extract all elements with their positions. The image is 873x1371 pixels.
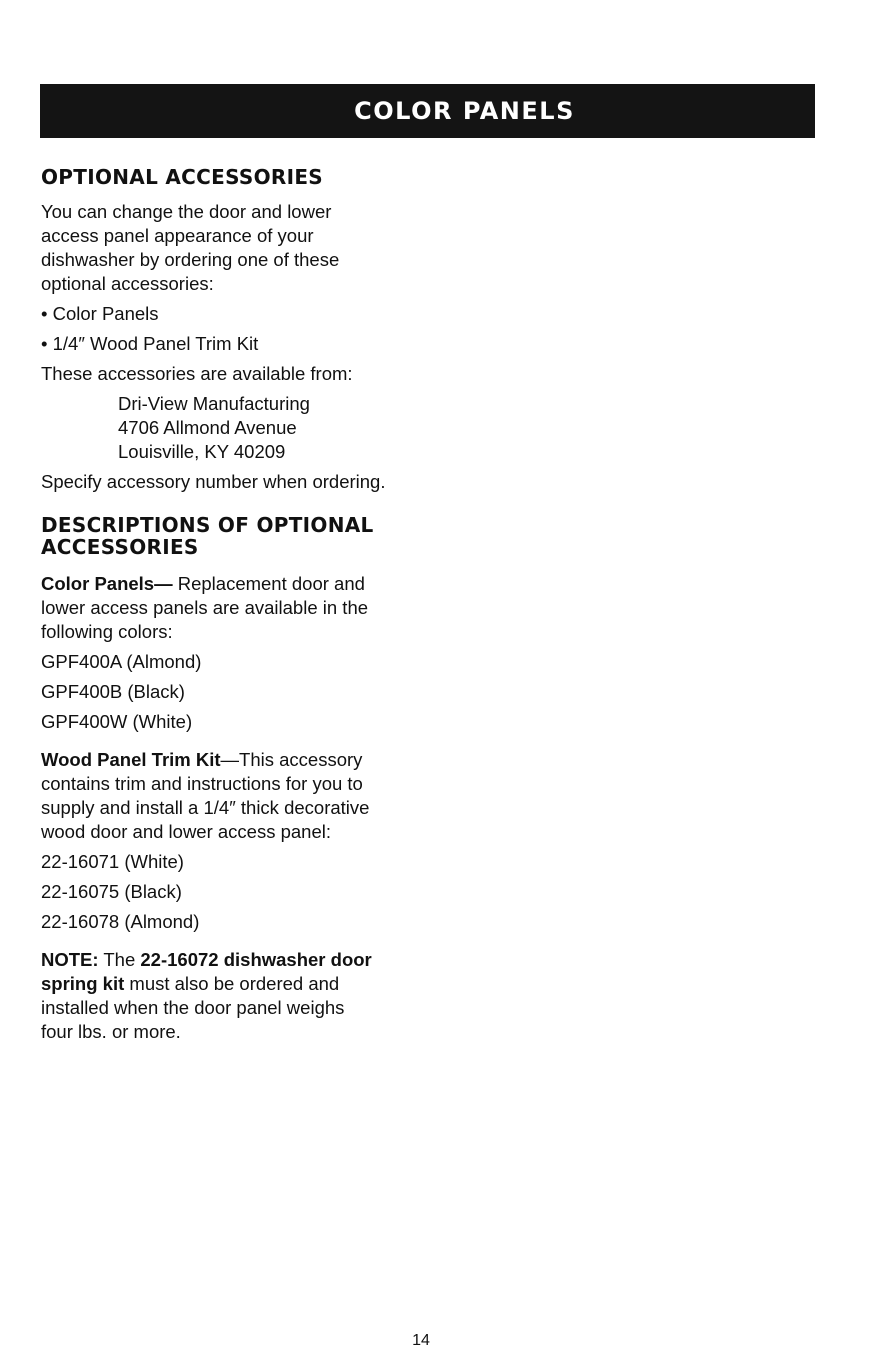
note-line: installed when the door panel weighs — [41, 997, 345, 1018]
list-item: GPF400B (Black) — [41, 681, 185, 702]
heading-optional-accessories: OPTIONAL ACCESSORIES — [41, 165, 323, 189]
intro-paragraph — [41, 200, 441, 296]
available-from: These accessories are available from: — [41, 363, 353, 384]
content-column — [41, 166, 441, 1044]
list-item: GPF400W (White) — [41, 711, 193, 732]
intro-line: access panel appearance of your — [41, 225, 314, 246]
list-item: 22-16071 (White) — [41, 851, 184, 872]
list-item: 22-16075 (Black) — [41, 881, 182, 902]
color-panels-label: Color Panels— — [41, 573, 173, 594]
color-panels-line: following colors: — [41, 621, 173, 642]
trim-kit-line: contains trim and instructions for you to — [41, 773, 363, 794]
specify-note: Specify accessory number when ordering. — [41, 471, 386, 492]
address-line: 4706 Allmond Avenue — [118, 417, 297, 438]
list-item: GPF400A (Almond) — [41, 651, 202, 672]
color-panels-text: Replacement door and — [172, 573, 365, 594]
trim-kit-paragraph — [41, 748, 441, 844]
trim-kit-text: —This accessory — [220, 749, 363, 770]
address-line: Dri-View Manufacturing — [118, 393, 310, 414]
trim-kit-line: supply and install a 1/4″ thick decorative — [41, 797, 370, 818]
intro-line: You can change the door and lower — [41, 201, 332, 222]
note-text: must also be ordered and — [124, 973, 340, 994]
trim-kit-label: Wood Panel Trim Kit — [41, 749, 221, 770]
trim-kit-line: wood door and lower access panel: — [41, 821, 332, 842]
address-block — [41, 392, 441, 464]
address-line: Louisville, KY 40209 — [118, 441, 286, 462]
note-line: four lbs. or more. — [41, 1021, 181, 1042]
heading-descriptions — [41, 514, 441, 558]
page-number: 14 — [412, 1332, 430, 1349]
banner-title: COLOR PANELS — [354, 97, 575, 125]
note-label: NOTE: — [41, 949, 99, 970]
list-item: 22-16078 (Almond) — [41, 911, 200, 932]
intro-line: dishwasher by ordering one of these — [41, 249, 340, 270]
color-panels-line: lower access panels are available in the — [41, 597, 369, 618]
intro-line: optional accessories: — [41, 273, 214, 294]
note-text: The — [98, 949, 141, 970]
note-part-number: 22-16072 dishwasher door — [140, 949, 372, 970]
section-banner — [40, 84, 815, 138]
heading-line: DESCRIPTIONS OF OPTIONAL — [41, 513, 374, 537]
bullet-item: • Color Panels — [41, 303, 159, 324]
color-panels-paragraph — [41, 572, 441, 644]
bullet-item: • 1/4″ Wood Panel Trim Kit — [41, 333, 259, 354]
note-kit-name: spring kit — [41, 973, 125, 994]
heading-line: ACCESSORIES — [41, 535, 199, 559]
note-paragraph — [41, 948, 441, 1044]
